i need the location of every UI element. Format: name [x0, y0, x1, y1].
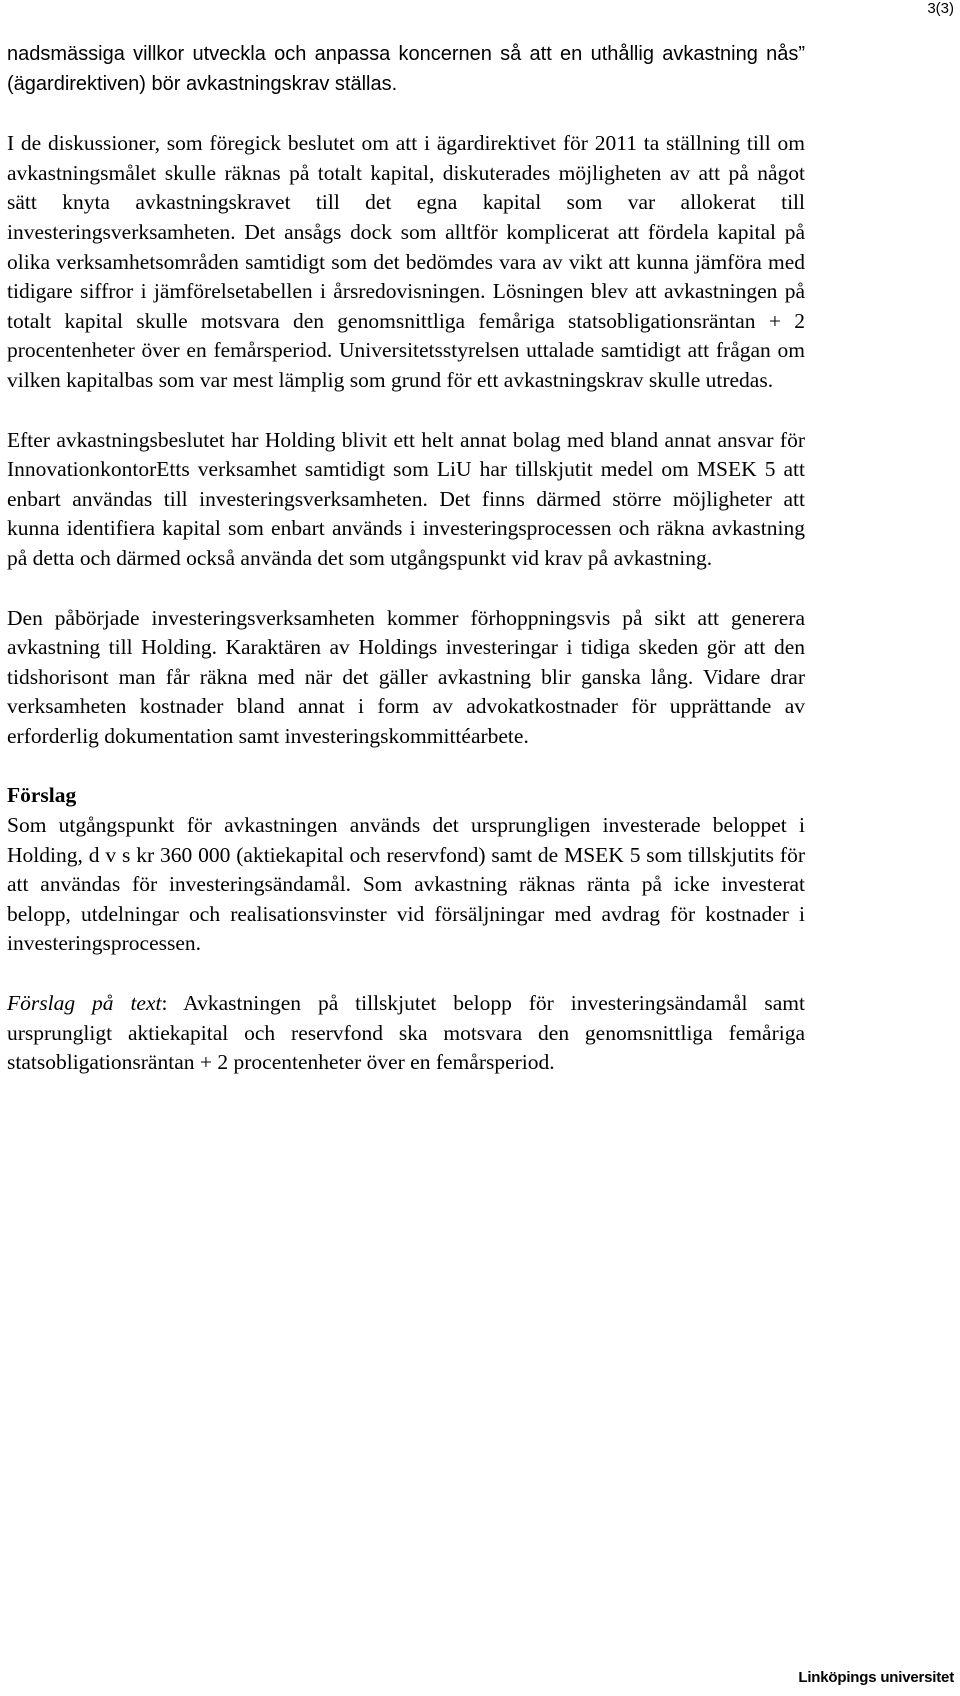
page-number: 3(3)	[927, 0, 954, 17]
paragraph-investment-activity: Den påbörjade investeringsverksamheten kommer förhoppningsvis på sikt att generera avkastning till Holding. Karaktären av Holdings investeringar i tidiga skeden gör att den tidshorisont man får räkna med när det gäller avkastning blir ganska lång. Vidare drar verksamheten kostnader bland annat i form av advokatkostnader för upprättande av erforderlig dokumentation samt investeringskommittéarbete.	[7, 605, 805, 748]
proposal-text-paragraph	[7, 989, 805, 1078]
paragraph-discussion: I de diskussioner, som föregick beslutet om att i ägardirektivet för 2011 ta ställning till om avkastningsmålet skulle räknas på totalt kapital, diskuterades möjligheten av att på något sätt knyta avkastningskravet till det egna kapital som var allokerat till investeringsverksamheten. Det ansågs dock som alltför komplicerat att fördela kapital på olika verksamhetsområden samtidigt som det bedömdes vara av vikt att kunna jämföra med tidigare siffror i jämförelsetabellen i årsredovisningen. Lösningen blev att avkastningen på totalt kapital skulle motsvara den genomsnittliga femåriga statsobligationsräntan + 2 procentenheter över en femårsperiod. Universitetsstyrelsen uttalade samtidigt att frågan om vilken kapitalbas som var mest lämplig som grund för ett avkastningskrav skulle utredas.	[7, 131, 805, 392]
proposal-text-label: Förslag på text	[7, 991, 162, 1016]
paragraph-intro: nadsmässiga villkor utveckla och anpassa koncernen så att en uthållig avkastning nås” (ägardirektiven) bör avkastningskrav ställas.	[7, 43, 805, 95]
university-logo: Linköpings universitet	[798, 1669, 954, 1686]
paragraph-after-decision: Efter avkastningsbeslutet har Holding blivit ett helt annat bolag med bland annat ansvar för InnovationkontorEtts verksamhet samtidigt som LiU har tillskjutit medel om MSEK 5 att enbart användas till investeringsverksamheten. Det finns därmed större möjligheter att kunna identifiera kapital som enbart används i investeringsprocessen och räkna avkastning på detta och därmed också använda det som utgångspunkt vid krav på avkastning.	[7, 427, 805, 570]
proposal-text-body: : Avkastningen på tillskjutet belopp för investeringsändamål samt ursprungligt aktiekapital och reservfond ska motsvara den genomsnittliga femåriga statsobligationsräntan + 2 procentenheter över en femårsperiod.	[7, 991, 805, 1075]
document-body	[7, 40, 805, 1108]
proposal-heading: Förslag	[7, 783, 77, 808]
proposal-body: Som utgångspunkt för avkastningen används det ursprungligen investerade beloppet i Holding, d v s kr 360 000 (aktiekapital och reservfond) samt de MSEK 5 som tillskjutits för att användas för investeringsändamål. Som avkastning räknas ränta på icke investerat belopp, utdelningar och realisationsvinster vid försäljningar med avdrag för kostnader i investeringsprocessen.	[7, 813, 805, 956]
